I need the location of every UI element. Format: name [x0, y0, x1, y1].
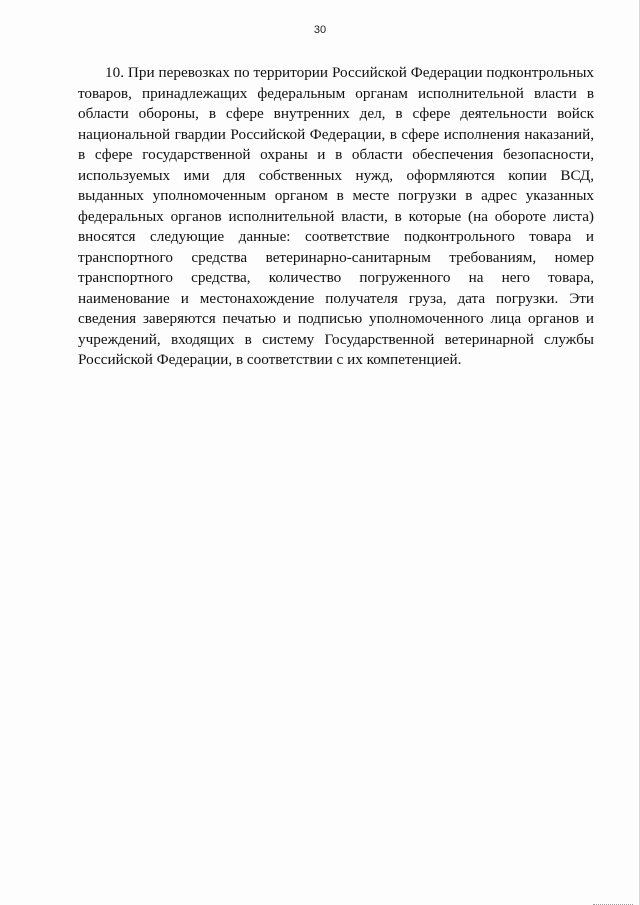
scan-edge-mark	[593, 901, 633, 905]
page-number: 30	[313, 24, 327, 36]
paragraph-10: 10. При перевозках по территории Российской Федерации подконтрольных товаров, принадлежащих федеральным органам исполнительной власти в области обороны, в сфере внутренних дел, в сфере деятельности войск национальной гвардии Российской Федерации, в сфере исполнения наказаний, в сфере государственной охраны и в области обеспечения безопасности, используемых ими для собственных нужд, оформляются копии ВСД, выданных уполномоченным органом в месте погрузки в адрес указанных федеральных органов исполнительной власти, в которые (на обороте листа) вносятся следующие данные: соответствие подконтрольного товара и транспортного средства ветеринарно-санитарным требованиям, номер транспортного средства, количество погруженного на него товара, наименование и местонахождение получателя груза, дата погрузки. Эти сведения заверяются печатью и подписью уполномоченного лица органов и учреждений, входящих в систему Государственной ветеринарной службы Российской Федерации, в соответствии с их компетенцией.	[78, 64, 594, 368]
